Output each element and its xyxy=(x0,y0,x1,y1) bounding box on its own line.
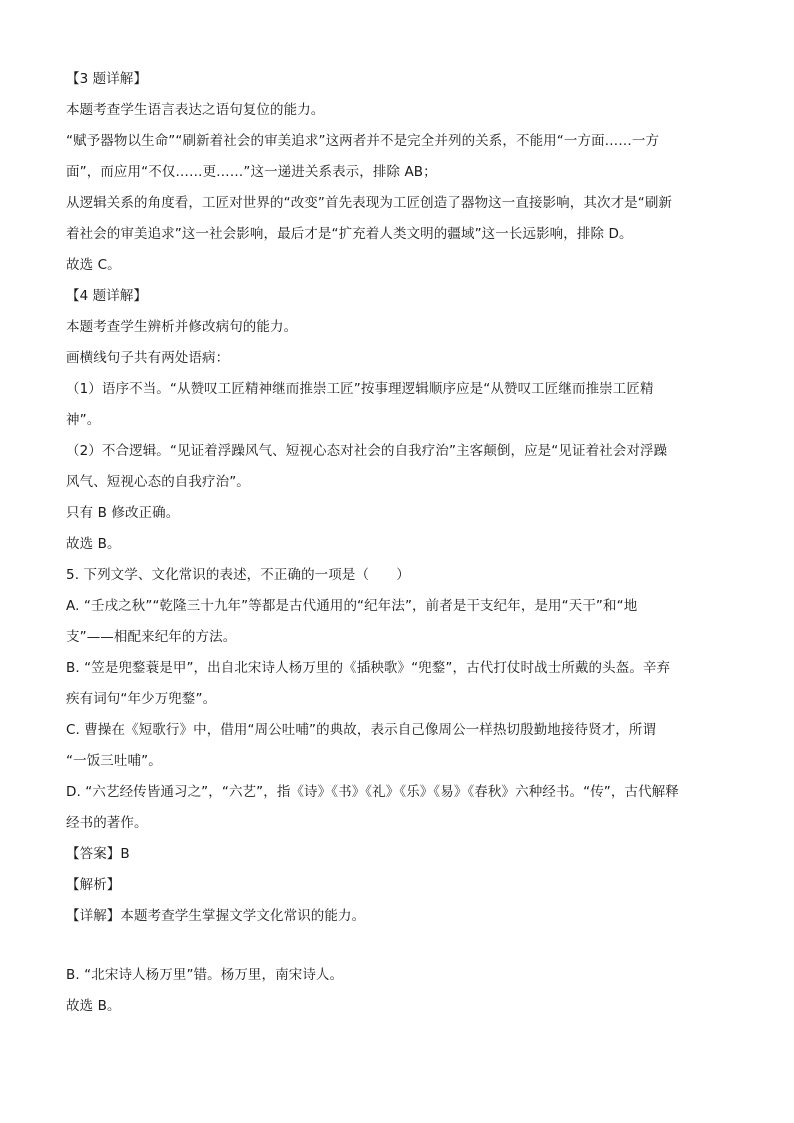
paragraph-line: “赋予器物以生命”“刷新着社会的审美追求”这两者并不是完全并列的关系，不能用“一方面……一方 xyxy=(66,133,660,149)
paragraph-line: （1）语序不当。“从赞叹工匠精神继而推崇工匠”按事理逻辑顺序应是“从赞叹工匠继而推崇工匠精 xyxy=(66,381,654,397)
paragraph-line: 故选 B。 xyxy=(66,536,121,552)
paragraph-line: B. “北宋诗人杨万里”错。杨万里，南宋诗人。 xyxy=(66,967,344,983)
option-b: B. “笠是兜鍪蓑是甲”，出自北宋诗人杨万里的《插秧歌》“兜鍪”，古代打仗时战士所戴的头盔。辛弃 xyxy=(66,660,671,676)
paragraph-line: 只有 B 修改正确。 xyxy=(66,505,180,521)
option-d: D. “六艺经传皆通习之”，“六艺”，指《诗》《书》《礼》《乐》《易》《春秋》六种经书。“传”，古代解释 xyxy=(66,784,679,800)
paragraph-line: 故选 C。 xyxy=(66,257,121,273)
section-heading-q4: 【4 题详解】 xyxy=(66,288,148,304)
paragraph-line: 风气、短视心态的自我疗治”。 xyxy=(66,474,250,490)
option-c: C. 曹操在《短歌行》中，借用“周公吐哺”的典故，表示自己像周公一样热切殷勤地接待贤才，所谓 xyxy=(66,722,657,738)
paragraph-line: 着社会的审美追求”这一社会影响，最后才是“扩充着人类文明的疆域”这一长远影响，排除 D。 xyxy=(66,226,633,242)
document-body xyxy=(66,64,730,1022)
paragraph-line: 神”。 xyxy=(66,412,101,428)
paragraph-line: 故选 B。 xyxy=(66,998,121,1014)
paragraph-line: （2）不合逻辑。“见证着浮躁风气、短视心态对社会的自我疗治”主客颠倒，应是“见证着社会对浮躁 xyxy=(66,443,668,459)
answer-label: 【答案】B xyxy=(66,846,130,862)
detail-line: 【详解】本题考查学生掌握文学文化常识的能力。 xyxy=(66,908,366,924)
paragraph-line: 画横线句子共有两处语病： xyxy=(66,350,230,366)
paragraph-line: 本题考查学生语言表达之语句复位的能力。 xyxy=(66,102,325,118)
option-a: A. “壬戌之秋”“乾隆三十九年”等都是古代通用的“纪年法”，前者是干支纪年，是用“天干”和“地 xyxy=(66,598,638,614)
option-a-cont: 支”——相配来纪年的方法。 xyxy=(66,629,237,645)
section-heading-q3: 【3 题详解】 xyxy=(66,71,148,87)
analysis-label: 【解析】 xyxy=(66,877,121,893)
blank-gap xyxy=(66,932,730,960)
option-b-cont: 疾有词句“年少万兜鍪”。 xyxy=(66,691,217,707)
option-c-cont: “一饭三吐哺”。 xyxy=(66,753,162,769)
option-d-cont: 经书的著作。 xyxy=(66,815,148,831)
paragraph-line: 从逻辑关系的角度看，工匠对世界的“改变”首先表现为工匠创造了器物这一直接影响，其次才是“刷新 xyxy=(66,195,673,211)
paragraph-line: 本题考查学生辨析并修改病句的能力。 xyxy=(66,319,298,335)
question-stem-q5: 5. 下列文学、文化常识的表述，不正确的一项是（ ） xyxy=(66,567,410,583)
paragraph-line: 面”，而应用“不仅……更……”这一递进关系表示，排除 AB； xyxy=(66,164,437,180)
